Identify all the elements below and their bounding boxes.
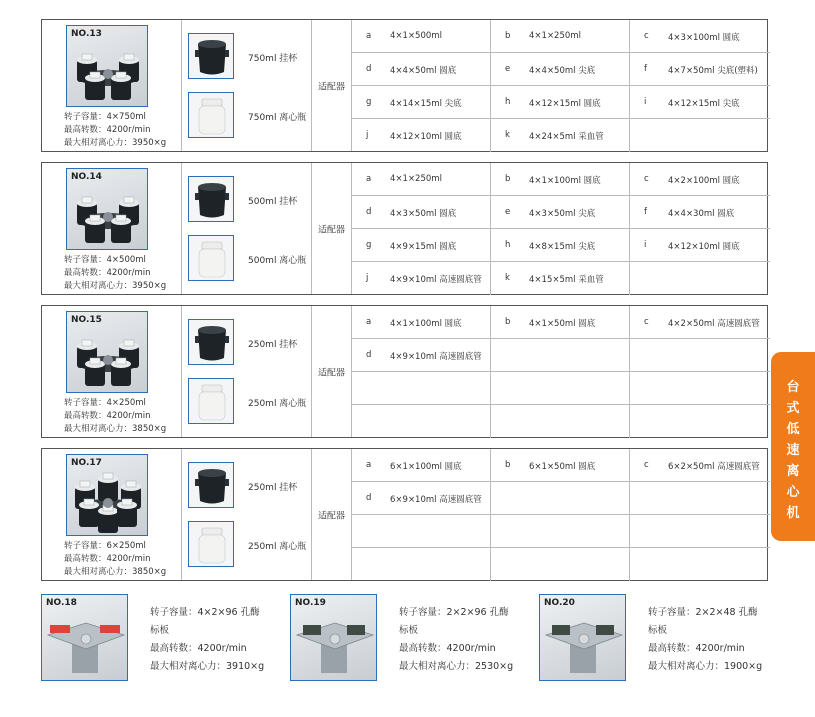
adapter-spec: 4×12×10ml 圆底 <box>390 132 462 142</box>
bucket-photo <box>188 176 234 222</box>
adapter-heading: 适配器 <box>317 82 345 92</box>
adapter-cell <box>491 339 630 372</box>
adapter-cell <box>491 482 630 515</box>
plate-rotor-number: NO.19 <box>295 598 326 608</box>
rotor-max-rcf: 最大相对离心力：3850×g <box>64 424 167 434</box>
plate-max-rcf: 最大相对离心力：2530×g <box>399 661 514 672</box>
bottle-label: 250ml 离心瓶 <box>248 399 307 409</box>
adapter-column <box>312 306 352 437</box>
adapter-cell <box>491 405 630 438</box>
side-tab-char: 离 <box>786 464 800 479</box>
plate-rotor-number: NO.18 <box>46 598 77 608</box>
adapter-cell <box>352 482 491 515</box>
adapter-code: a <box>366 31 372 41</box>
bottle-label: 500ml 离心瓶 <box>248 256 307 266</box>
side-tab-char: 式 <box>786 401 800 416</box>
adapter-spec: 4×9×10ml 高速圆底管 <box>390 275 482 285</box>
adapter-spec: 4×1×500ml <box>390 31 442 41</box>
rotor-photo <box>66 25 148 107</box>
adapter-cell <box>352 20 491 53</box>
plate-capacity-cont: 标板 <box>150 625 170 636</box>
adapter-cell <box>352 548 491 581</box>
rotor-column <box>42 163 182 294</box>
adapter-code: a <box>366 460 372 470</box>
adapter-column <box>312 449 352 580</box>
adapter-spec: 4×15×5ml 采血管 <box>529 275 604 285</box>
plate-max-rcf: 最大相对离心力：3910×g <box>150 661 265 672</box>
adapter-cell <box>491 515 630 548</box>
adapter-cell <box>491 262 630 295</box>
adapter-spec: 4×14×15ml 尖底 <box>390 99 462 109</box>
plate-max-speed: 最高转数：4200r/min <box>399 643 496 654</box>
rotor-spec-block <box>41 305 768 438</box>
accessory-column <box>182 163 312 294</box>
adapter-spec: 4×3×50ml 尖底 <box>529 209 596 219</box>
adapter-code: e <box>505 207 511 217</box>
adapter-cell <box>491 119 630 152</box>
adapter-cell <box>630 449 770 482</box>
adapter-spec: 4×1×100ml 圆底 <box>529 176 601 186</box>
plate-rotor-number: NO.20 <box>544 598 575 608</box>
plate-max-rcf: 最大相对离心力：1900×g <box>648 661 763 672</box>
adapter-code: d <box>366 350 372 360</box>
adapter-spec: 6×1×50ml 圆底 <box>529 462 596 472</box>
rotor-max-speed: 最高转数：4200r/min <box>64 554 151 564</box>
adapter-cell <box>352 53 491 86</box>
adapter-cell <box>630 482 770 515</box>
adapter-cell <box>491 306 630 339</box>
adapter-grid <box>352 306 767 437</box>
rotor-max-rcf: 最大相对离心力：3850×g <box>64 567 167 577</box>
centrifuge-bottle-icon <box>189 522 234 567</box>
adapter-cell <box>352 163 491 196</box>
rotor-column <box>42 449 182 580</box>
adapter-code: i <box>644 97 647 107</box>
adapter-code: c <box>644 31 649 41</box>
adapter-spec: 4×3×100ml 圆底 <box>668 33 740 43</box>
plate-rotor-photo <box>539 594 626 681</box>
adapter-column <box>312 163 352 294</box>
adapter-cell <box>491 20 630 53</box>
rotor-column <box>42 20 182 151</box>
adapter-grid <box>352 449 767 580</box>
adapter-code: k <box>505 273 510 283</box>
adapter-cell <box>491 53 630 86</box>
bucket-photo <box>188 319 234 365</box>
accessory-column <box>182 306 312 437</box>
adapter-cell <box>352 515 491 548</box>
side-tab-char: 速 <box>786 443 800 458</box>
centrifuge-bottle-icon <box>189 379 234 424</box>
rotor-photo <box>66 311 148 393</box>
adapter-spec: 4×24×5ml 采血管 <box>529 132 604 142</box>
bucket-label: 500ml 挂杯 <box>248 197 298 207</box>
adapter-cell <box>630 405 770 438</box>
bucket-label: 250ml 挂杯 <box>248 483 298 493</box>
rotor-capacity: 转子容量：4×500ml <box>64 255 146 265</box>
adapter-spec: 4×9×10ml 高速圆底管 <box>390 352 482 362</box>
adapter-cell <box>352 449 491 482</box>
adapter-code: c <box>644 317 649 327</box>
bottle-photo <box>188 378 234 424</box>
swing-bucket-icon <box>189 34 234 79</box>
adapter-code: g <box>366 240 372 250</box>
plate-max-speed: 最高转数：4200r/min <box>648 643 745 654</box>
adapter-cell <box>352 262 491 295</box>
adapter-heading: 适配器 <box>317 511 345 521</box>
rotor-spec-block <box>41 19 768 152</box>
plate-max-speed: 最高转数：4200r/min <box>150 643 247 654</box>
adapter-cell <box>630 372 770 405</box>
adapter-spec: 4×1×100ml 圆底 <box>390 319 462 329</box>
plate-capacity: 转子容量：4×2×96 孔酶 <box>150 607 260 618</box>
accessory-column <box>182 20 312 151</box>
adapter-code: f <box>644 207 647 217</box>
rotor-column <box>42 306 182 437</box>
rotor-number: NO.14 <box>71 172 102 182</box>
side-tab-char: 台 <box>786 380 800 395</box>
adapter-code: c <box>644 460 649 470</box>
adapter-cell <box>491 229 630 262</box>
rotor-max-speed: 最高转数：4200r/min <box>64 411 151 421</box>
adapter-spec: 4×4×50ml 圆底 <box>390 66 457 76</box>
accessory-column <box>182 449 312 580</box>
rotor-capacity: 转子容量：6×250ml <box>64 541 146 551</box>
adapter-code: h <box>505 240 511 250</box>
adapter-cell <box>630 229 770 262</box>
adapter-code: i <box>644 240 647 250</box>
adapter-spec: 4×1×250ml <box>529 31 581 41</box>
rotor-max-speed: 最高转数：4200r/min <box>64 268 151 278</box>
rotor-capacity: 转子容量：4×750ml <box>64 112 146 122</box>
swing-bucket-icon <box>189 177 234 222</box>
rotor-number: NO.17 <box>71 458 102 468</box>
bottle-label: 250ml 离心瓶 <box>248 542 307 552</box>
adapter-code: b <box>505 317 511 327</box>
adapter-code: c <box>644 174 649 184</box>
plate-capacity-cont: 标板 <box>648 625 668 636</box>
rotor-spec-block <box>41 448 768 581</box>
category-side-tab <box>771 352 815 541</box>
bucket-label: 750ml 挂杯 <box>248 54 298 64</box>
adapter-code: h <box>505 97 511 107</box>
side-tab-char: 机 <box>786 506 800 521</box>
adapter-cell <box>352 372 491 405</box>
rotor-max-rcf: 最大相对离心力：3950×g <box>64 281 167 291</box>
centrifuge-bottle-icon <box>189 93 234 138</box>
adapter-cell <box>352 306 491 339</box>
swing-bucket-icon <box>189 463 234 508</box>
adapter-code: j <box>366 273 369 283</box>
adapter-spec: 4×12×10ml 圆底 <box>668 242 740 252</box>
adapter-cell <box>630 119 770 152</box>
adapter-code: a <box>366 317 372 327</box>
adapter-cell <box>491 372 630 405</box>
adapter-spec: 4×1×250ml <box>390 174 442 184</box>
adapter-spec: 6×2×50ml 高速圆底管 <box>668 462 760 472</box>
adapter-cell <box>630 262 770 295</box>
adapter-cell <box>352 119 491 152</box>
adapter-spec: 4×4×30ml 圆底 <box>668 209 735 219</box>
adapter-cell <box>491 163 630 196</box>
adapter-spec: 6×1×100ml 圆底 <box>390 462 462 472</box>
bottle-photo <box>188 521 234 567</box>
adapter-cell <box>630 515 770 548</box>
plate-capacity: 转子容量：2×2×96 孔酶 <box>399 607 509 618</box>
adapter-cell <box>630 548 770 581</box>
bottle-label: 750ml 离心瓶 <box>248 113 307 123</box>
adapter-spec: 4×3×50ml 圆底 <box>390 209 457 219</box>
plate-rotor-photo <box>290 594 377 681</box>
rotor-photo <box>66 454 148 536</box>
adapter-cell <box>491 86 630 119</box>
adapter-cell <box>630 86 770 119</box>
adapter-spec: 4×12×15ml 圆底 <box>529 99 601 109</box>
adapter-cell <box>491 548 630 581</box>
adapter-cell <box>630 339 770 372</box>
adapter-code: b <box>505 460 511 470</box>
adapter-cell <box>630 53 770 86</box>
adapter-cell <box>630 306 770 339</box>
adapter-spec: 4×2×100ml 圆底 <box>668 176 740 186</box>
adapter-grid <box>352 163 767 294</box>
centrifuge-bottle-icon <box>189 236 234 281</box>
adapter-grid <box>352 20 767 151</box>
adapter-spec: 4×8×15ml 尖底 <box>529 242 596 252</box>
adapter-cell <box>352 405 491 438</box>
bottle-photo <box>188 235 234 281</box>
adapter-spec: 6×9×10ml 高速圆底管 <box>390 495 482 505</box>
adapter-cell <box>630 163 770 196</box>
adapter-spec: 4×7×50ml 尖底(塑料) <box>668 66 758 76</box>
adapter-code: a <box>366 174 372 184</box>
rotor-number: NO.13 <box>71 29 102 39</box>
adapter-cell <box>630 196 770 229</box>
rotor-max-rcf: 最大相对离心力：3950×g <box>64 138 167 148</box>
side-tab-char: 心 <box>786 485 800 500</box>
adapter-code: j <box>366 130 369 140</box>
side-tab-char: 低 <box>786 422 800 437</box>
adapter-code: d <box>366 64 372 74</box>
adapter-code: d <box>366 493 372 503</box>
adapter-spec: 4×1×50ml 圆底 <box>529 319 596 329</box>
bucket-label: 250ml 挂杯 <box>248 340 298 350</box>
adapter-column <box>312 20 352 151</box>
rotor-spec-block <box>41 162 768 295</box>
adapter-spec: 4×2×50ml 高速圆底管 <box>668 319 760 329</box>
adapter-cell <box>352 339 491 372</box>
adapter-code: d <box>366 207 372 217</box>
adapter-heading: 适配器 <box>317 225 345 235</box>
adapter-code: k <box>505 130 510 140</box>
adapter-code: b <box>505 174 511 184</box>
bucket-photo <box>188 462 234 508</box>
adapter-code: f <box>644 64 647 74</box>
adapter-spec: 4×9×15ml 圆底 <box>390 242 457 252</box>
plate-capacity-cont: 标板 <box>399 625 419 636</box>
plate-rotor-photo <box>41 594 128 681</box>
adapter-heading: 适配器 <box>317 368 345 378</box>
rotor-photo <box>66 168 148 250</box>
rotor-max-speed: 最高转数：4200r/min <box>64 125 151 135</box>
plate-capacity: 转子容量：2×2×48 孔酶 <box>648 607 758 618</box>
adapter-cell <box>491 196 630 229</box>
rotor-number: NO.15 <box>71 315 102 325</box>
adapter-code: e <box>505 64 511 74</box>
adapter-spec: 4×12×15ml 尖底 <box>668 99 740 109</box>
swing-bucket-icon <box>189 320 234 365</box>
adapter-cell <box>352 196 491 229</box>
bottle-photo <box>188 92 234 138</box>
adapter-code: b <box>505 31 511 41</box>
adapter-spec: 4×4×50ml 尖底 <box>529 66 596 76</box>
rotor-capacity: 转子容量：4×250ml <box>64 398 146 408</box>
adapter-cell <box>491 449 630 482</box>
bucket-photo <box>188 33 234 79</box>
adapter-cell <box>352 229 491 262</box>
adapter-cell <box>630 20 770 53</box>
adapter-cell <box>352 86 491 119</box>
adapter-code: g <box>366 97 372 107</box>
